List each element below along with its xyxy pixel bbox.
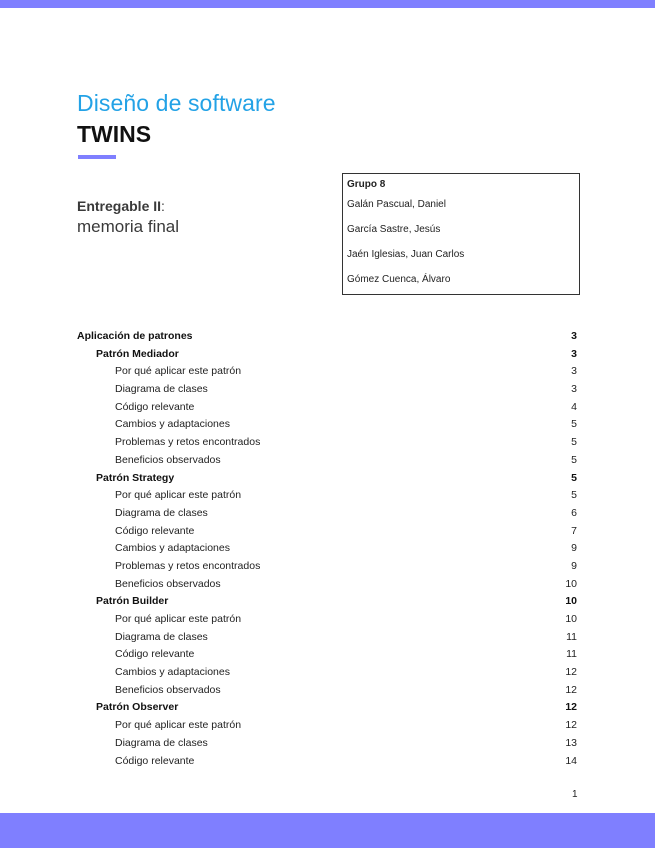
toc-entry-label: Cambios y adaptaciones xyxy=(115,666,230,679)
title-accent-bar xyxy=(78,155,116,159)
toc-entry-label: Código relevante xyxy=(115,648,195,661)
toc-entry[interactable] xyxy=(77,523,579,541)
toc-entry[interactable] xyxy=(77,558,579,576)
group-title: Grupo 8 xyxy=(347,179,386,190)
toc-entry[interactable] xyxy=(77,646,579,664)
toc-entry-page: 5 xyxy=(571,418,577,431)
toc-entry[interactable] xyxy=(77,381,579,399)
table-of-contents xyxy=(77,328,579,770)
toc-entry[interactable] xyxy=(77,735,579,753)
toc-entry-label: Patrón Observer xyxy=(96,701,179,714)
page-number: 1 xyxy=(572,789,578,800)
toc-entry-page: 12 xyxy=(565,683,577,696)
toc-entry-label: Código relevante xyxy=(115,754,195,767)
toc-entry[interactable] xyxy=(77,664,579,682)
toc-entry-page: 11 xyxy=(566,630,577,643)
toc-entry-page: 3 xyxy=(571,347,577,360)
group-info-box xyxy=(342,173,580,295)
toc-entry-page: 7 xyxy=(571,524,577,537)
toc-entry-label: Cambios y adaptaciones xyxy=(115,418,230,431)
top-accent-band xyxy=(0,0,655,8)
toc-entry-page: 4 xyxy=(571,400,577,413)
toc-entry[interactable] xyxy=(77,487,579,505)
toc-entry[interactable] xyxy=(77,470,579,488)
toc-entry-label: Por qué aplicar este patrón xyxy=(115,365,242,378)
toc-entry-page: 9 xyxy=(571,542,577,555)
toc-entry-label: Aplicación de patrones xyxy=(77,330,193,342)
toc-entry-page: 5 xyxy=(571,436,577,449)
toc-entry[interactable] xyxy=(77,434,579,452)
toc-entry-page: 3 xyxy=(571,383,577,396)
toc-entry-label: Patrón Strategy xyxy=(96,471,175,484)
toc-entry-page: 13 xyxy=(565,736,577,749)
toc-entry[interactable] xyxy=(77,363,579,381)
toc-entry-label: Por qué aplicar este patrón xyxy=(115,613,242,625)
toc-entry[interactable] xyxy=(77,328,579,346)
group-member: Galán Pascual, Daniel xyxy=(347,199,446,210)
toc-entry-page: 11 xyxy=(566,648,577,661)
group-member: Jaén Iglesias, Juan Carlos xyxy=(347,249,465,260)
toc-entry-label: Diagrama de clases xyxy=(115,383,208,396)
toc-entry[interactable] xyxy=(77,717,579,735)
toc-entry[interactable] xyxy=(77,505,579,523)
group-member: Gómez Cuenca, Álvaro xyxy=(347,274,451,285)
toc-entry-label: Diagrama de clases xyxy=(115,736,208,749)
toc-entry-page: 9 xyxy=(571,559,577,572)
toc-entry-label: Diagrama de clases xyxy=(115,630,208,643)
toc-entry-page: 12 xyxy=(565,719,577,732)
toc-entry-label: Beneficios observados xyxy=(115,453,221,466)
toc-entry-page: 3 xyxy=(571,330,577,342)
toc-entry-page: 6 xyxy=(571,506,577,519)
toc-entry[interactable] xyxy=(77,629,579,647)
document-title: Diseño de software xyxy=(77,90,276,116)
toc-entry-page: 5 xyxy=(571,453,577,466)
toc-entry[interactable] xyxy=(77,611,579,629)
toc-entry-label: Por qué aplicar este patrón xyxy=(115,719,242,732)
bottom-accent-band xyxy=(0,813,655,848)
toc-entry-label: Patrón Builder xyxy=(96,595,169,608)
toc-entry-label: Problemas y retos encontrados xyxy=(115,559,261,572)
toc-entry-label: Por qué aplicar este patrón xyxy=(115,489,242,502)
toc-entry-label: Beneficios observados xyxy=(115,577,221,590)
toc-entry-label: Problemas y retos encontrados xyxy=(115,436,261,449)
document-subtitle: TWINS xyxy=(77,121,152,147)
toc-entry-page: 12 xyxy=(565,701,577,714)
toc-entry-label: Beneficios observados xyxy=(115,683,221,696)
deliverable-label-colon: : xyxy=(161,198,165,214)
deliverable-block xyxy=(77,198,179,237)
toc-entry[interactable] xyxy=(77,399,579,417)
toc-entry-page: 10 xyxy=(565,613,577,625)
toc-entry-label: Patrón Mediador xyxy=(96,347,179,360)
toc-entry-label: Código relevante xyxy=(115,524,195,537)
deliverable-label xyxy=(77,198,179,214)
toc-entry-label: Código relevante xyxy=(115,400,195,413)
toc-entry[interactable] xyxy=(77,753,579,771)
toc-entry[interactable] xyxy=(77,593,579,611)
toc-entry[interactable] xyxy=(77,682,579,700)
toc-entry[interactable] xyxy=(77,452,579,470)
toc-entry-label: Diagrama de clases xyxy=(115,506,208,519)
toc-entry-page: 14 xyxy=(565,754,577,767)
toc-entry-page: 5 xyxy=(571,489,577,502)
toc-entry[interactable] xyxy=(77,699,579,717)
toc-entry[interactable] xyxy=(77,576,579,594)
deliverable-description: memoria final xyxy=(77,217,180,236)
deliverable-label-bold: Entregable II xyxy=(77,198,162,214)
toc-entry-page: 10 xyxy=(565,577,577,590)
toc-entry[interactable] xyxy=(77,346,579,364)
group-member: García Sastre, Jesús xyxy=(347,224,441,235)
toc-entry[interactable] xyxy=(77,540,579,558)
toc-entry[interactable] xyxy=(77,416,579,434)
toc-entry-page: 10 xyxy=(565,595,577,608)
toc-entry-label: Cambios y adaptaciones xyxy=(115,542,230,555)
toc-entry-page: 3 xyxy=(571,365,577,378)
toc-entry-page: 12 xyxy=(565,666,577,679)
toc-entry-page: 5 xyxy=(571,471,577,484)
